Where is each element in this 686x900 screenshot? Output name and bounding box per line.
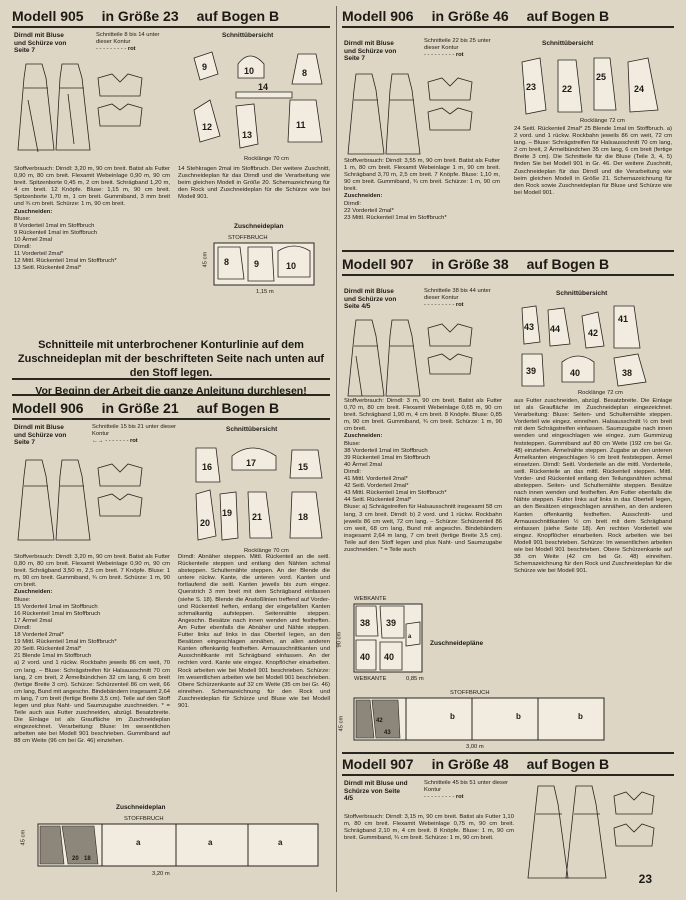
section-907-38-title: Modell 907 in Größe 38 auf Bogen B <box>342 256 674 276</box>
section-905-title: Modell 905 in Größe 23 auf Bogen B <box>12 8 330 28</box>
fold-label: STOFFBRUCH <box>228 235 268 241</box>
material-text: Stoffverbrauch: Dirndl: 3,20 m, 90 cm breit. Batist als Futter 0,90 m, 80 cm breit. Flexamit Webeinlage 0,90 m, 90 cm breit. Spitzenborte 0,45 m, 2 cm breit. Schrägband 1,20 m, 4 cm breit. 12 Knöpfe. Bluse: 1,15 m, 90 cm breit. Spitzenborte 1,70 m, 1 cm breit. Gummiband, 3 mm breit und ¾ cm breit. Schürze: 1 m, 90 cm breit. Zuschneiden: Bluse: 8 Vorderteil 1mal im Stoffbruch 9 Rückenteil 1mal im Stoffbruch 10 Ärmel 2mal Dirndl: 11 Vorderteil 2mal* 12 Mittl. Rückenteil 1mal im Stoffbruch* 13 Seitl. Rückenteil 2mal* <box>14 166 170 272</box>
right-text: 24 Seitl. Rückenteil 2mal* 25 Blende 1mal im Stoffbruch. a) 2 vord. und 1 rückw. Rockbahn jeweils 86 cm weit, 72 cm lang. – Bluse: Schrägstreifen für Halsausschnitt 70 cm lang, 2 cm breit, 2 Ärmelbündchen 35 cm lang, 6 cm breit (fertige Breite 3 cm). Die Schnitteile für die Bluse (Teile 3, 4, 5) finden Sie bei Modell 901 in Gr. 46. Der weitere Zuschnitt, Zuschneideplan für das Dirndl und die Verarbeitung wie beim gleichen Modell in Größe 21. Schemazeichnung für den Rock sowie Zuschneideplan für Bluse und Schürze wie bei Modell 901. <box>514 126 672 196</box>
svg-text:23: 23 <box>526 82 537 92</box>
material-text: Stoffverbrauch: Dirndl: 3 m, 90 cm breit. Batist als Futter 0,70 m, 80 cm breit. Flexamit Webeinlage 0,65 m, 90 cm breit. Schrägband 1,90 m, 4 cm breit. 8 Knöpfe. Bluse: 0,85 m, 90 cm breit. Gummiband, ¾ cm breit. Schürze: 1 m, 90 cm breit. Zuschneiden: Bluse: 38 Vorderteil 1mal im Stoffbruch 39 Rückenteil 1mal im Stoffbruch 40 Ärmel 2mal Dirndl: 41 Mittl. Vorderteil 2mal* 42 Seitl. Vorderteil 2mal* 43 Mittl. Rückenteil 1mal im Stoffbruch* 44 Seitl. Rückenteil 2mal* Bluse: a) Schrägstreifen für Halsausschnitt insgesamt 58 cm lang, 3 cm breit. Dirndl: b) 2 vord. und 1 rückw. Rockbahn jeweils 86 cm weit, 72 cm lang. – Schürze: Schürzenteil 86 cm weit, 68 cm lang, Bund mit angeschn. Bindebändern insgesamt 2,64 m lang, 7 cm breit (fertige Breite 3,5 cm). Teile auf den Stoff legen und plus Naht- und Saumzugabe zuschneiden. * = Teile auch <box>344 398 502 553</box>
fold-label: STOFFBRUCH <box>124 816 164 822</box>
cut-more: 14 Stehkragen 2mal im Stoffbruch. Der weitere Zuschnitt, Zuschneideplan für das Dirndl und die Verarbeitung wie beim gleichen Modell in Größe 20. Schemazeichnung für den Rock und Zuschneideplan für die Schürze wie bei Modell 901. <box>178 166 330 201</box>
overview-label: Schnittübersicht <box>542 40 594 47</box>
section-905 <box>12 8 330 338</box>
material-text: Stoffverbrauch: Dirndl: 3,20 m, 90 cm breit. Batist als Futter 0,80 m, 80 cm breit. Flexamit Webeinlage 0,90 m, 90 cm breit. Schrägband 3,50 m, 2,5 cm breit. 7 Knöpfe. Bluse: 1 m, 90 cm breit. Gummiband, ¾ cm breit. Schürze: 1 m, 90 cm breit. Zuschneiden: Bluse: 15 Vorderteil 1mal im Stoffbruch 16 Rückenteil 1mal im Stoffbruch 17 Ärmel 2mal Dirndl: 18 Vorderteil 2mal* 19 Mittl. Rückenteil 1mal im Stoffbruch* 20 Seitl. Rückenteil 2mal* 21 Blende 1mal im Stoffbruch a) 2 vord. und 1 rückw. Rockbahn jeweils 86 cm weit, 70 cm lang. – Bluse: Schrägstreifen für Halsausschnitt 70 cm lang, 2 cm breit, 2 Ärmelbündchen 32 cm lang, 6 cm breit (fertige Breite 3 cm). Schürze: Schürzenteil 86 cm weit, 66 cm lang, Bund mit angeschn. Bindebändern insgesamt 2,64 m lang, 7 cm breit (fertige Breite 3,5 cm). Teile auf den Stoff legen und plus Naht- und Saumzugabe zuschneiden. * = Teile auch aus Futter zuschneiden, abzügl. Besatzbreite. Die Einlage ist als Graufläche im Zuschneideplan eingezeichnet. Verarbeitung: Bluse: Im wesentlichen arbeiten wie bei Modell 901 beschrieben. Gummiband auf 88 cm Weite (96 cm bei Gr. 46) einziehen. <box>14 554 170 745</box>
material-text: Stoffverbrauch: Dirndl: 3,15 m, 90 cm breit. Batist als Futter 1,10 m, 80 cm breit. Flexamit Webeinlage 0,75 m, 90 cm breit. Schrägband 2,10 m, 4 cm breit. 8 Knöpfe. Bluse: 1 m, 90 cm breit. Gummiband, ¾ cm breit. Schürze: 1 m, 90 cm breit. <box>344 814 514 842</box>
pattern-overview-906-21 <box>192 440 330 550</box>
svg-text:16: 16 <box>202 462 213 472</box>
svg-text:9: 9 <box>202 62 208 72</box>
svg-text:17: 17 <box>246 458 257 468</box>
subtitle: Dirndl mit Bluse und Schürze von Seite 4/5 <box>344 288 397 310</box>
overview-label: Schnittübersicht <box>222 32 274 39</box>
pattern-note: Schnitteile 38 bis 44 unter dieser Kontur - - - - - - - - - rot <box>424 288 491 309</box>
webkante-bottom: WEBKANTE <box>354 676 387 682</box>
plan-letter: a <box>136 838 141 847</box>
pattern-overview-906-46 <box>518 52 674 120</box>
svg-text:20: 20 <box>200 518 211 528</box>
subtitle: Dirndl mit Bluse und Schürze von Seite 7 <box>344 40 397 62</box>
pattern-overview-907-38 <box>518 302 674 392</box>
overview-label: Schnittübersicht <box>556 290 608 297</box>
section-906-21-title: Modell 906 in Größe 21 auf Bogen B <box>12 400 330 420</box>
plan-letter: b <box>578 712 583 721</box>
svg-text:38: 38 <box>622 368 633 378</box>
svg-text:13: 13 <box>242 130 253 140</box>
subtitle: Dirndl mit Bluse und Schürze von Seite 7 <box>14 424 67 446</box>
svg-text:18: 18 <box>298 512 309 522</box>
svg-text:10: 10 <box>286 261 297 271</box>
dress-figure <box>18 64 90 152</box>
blouse-figure <box>98 74 142 126</box>
webkante-top: WEBKANTE <box>354 596 387 602</box>
svg-text:11: 11 <box>296 120 306 130</box>
plan-letter: a <box>278 838 283 847</box>
svg-text:41: 41 <box>618 314 629 324</box>
svg-text:21: 21 <box>252 512 263 522</box>
plan1-width: 0,85 m <box>406 676 424 682</box>
svg-text:40: 40 <box>570 368 581 378</box>
material-text: Stoffverbrauch: Dirndl: 3,55 m, 90 cm breit. Batist als Futter 1 m, 80 cm breit. Flexamit Webeinlage 1 m, 90 cm breit. Schrägband 3,70 m, 2,5 cm breit. 7 Knöpfe. Bluse: 1,10 m, 90 cm breit. Gummiband, ¾ cm breit. Schürze: 1 m, 90 cm breit. Zuschneiden: Dirndl: 22 Vorderteil 2mal* 23 Mittl. Rückenteil 1mal im Stoffbruch* <box>344 158 500 221</box>
svg-text:10: 10 <box>244 66 255 76</box>
plan-width: 3,20 m <box>152 871 170 877</box>
plan-width: 1,15 m <box>256 289 274 295</box>
svg-text:40: 40 <box>360 652 371 662</box>
plan-letter: b <box>516 712 521 721</box>
fold-label: STOFFBRUCH <box>450 690 490 696</box>
svg-text:25: 25 <box>596 72 607 82</box>
plan-letter: b <box>450 712 455 721</box>
cutting-plan-905 <box>214 243 316 287</box>
svg-text:20: 20 <box>72 856 79 862</box>
cutting-plan-907-38-2 <box>354 698 606 742</box>
svg-text:44: 44 <box>550 324 561 334</box>
svg-text:19: 19 <box>222 508 233 518</box>
svg-text:12: 12 <box>202 122 213 132</box>
dress-illustrations <box>12 456 182 546</box>
plan2-height: 45 cm <box>338 715 345 732</box>
svg-text:42: 42 <box>376 718 383 724</box>
subtitle: Dirndl mit Bluse und Schürze von Seite 4/5 <box>344 780 408 802</box>
svg-text:42: 42 <box>588 328 599 338</box>
section-907-48-title: Modell 907 in Größe 48 auf Bogen B <box>342 756 674 776</box>
svg-text:38: 38 <box>360 618 371 628</box>
page-number: 23 <box>638 872 652 886</box>
right-column <box>336 8 674 893</box>
pattern-note: Schnitteile 22 bis 25 unter dieser Kontur - - - - - - - - - rot <box>424 38 491 59</box>
skirt-length: Rocklänge 72 cm <box>578 390 623 396</box>
plan-label: Zuschneideplan <box>116 804 166 811</box>
svg-text:18: 18 <box>84 856 91 862</box>
plan-height: 45 cm <box>20 829 27 846</box>
plans-label: Zuschneidepläne <box>430 640 484 647</box>
svg-text:8: 8 <box>302 68 308 78</box>
skirt-length: Rocklänge 70 cm <box>244 156 289 162</box>
section-907-48 <box>342 756 674 893</box>
column-divider <box>336 6 337 892</box>
skirt-length: Rocklänge 72 cm <box>580 118 625 124</box>
plan1-height: 90 cm <box>336 631 343 648</box>
plan-height: 45 cm <box>202 251 209 268</box>
svg-text:a: a <box>408 634 412 640</box>
svg-text:8: 8 <box>224 257 230 267</box>
section-906-21 <box>12 400 330 893</box>
plan-letter: a <box>208 838 213 847</box>
section-906-46 <box>342 8 674 254</box>
notice-line-1: Schnitteile mit unterbrochener Konturlinie auf dem Zuschneideplan mit der beschrifteten Seite nach unten auf den Stoff legen. <box>17 339 325 379</box>
svg-text:39: 39 <box>386 618 397 628</box>
svg-text:24: 24 <box>634 84 645 94</box>
processing-text: Dirndl: Abnäher steppen. Mittl. Rückenteil an die seitl. Rückenteile steppen und entlang den Nähten schmal absteppen. Schulternähte steppen. An der Blende die untere rückw. Kante, die unteren vord. Kanten und fortlaufend die seitl. Kanten jeweils bis zum eingez. Querstrich 3 mm breit mit dem Schrägband einfassen (siehe S. 18). Blende die Anstoßlinien treffend auf Vorder- und Rückenteil heften, entlang der eingefaßten Kanten schmalkantig aufsteppen. Seitennähte steppen. Angeschn. Besätze nach innen wenden und festheften. Am Futter ebenfalls die Abnäher und Nähte steppen. Futter links auf links in das Oberteil legen, an den Besätzen eingeschlagen annähen, an allen anderen Kanten offenkantig festheften. Armausschnittkanten und Ausschnittkante mit Schrägband einfassen. An der rechten vord. Kante wie eingez. Knopflöcher einarbeiten. Rock arbeiten wie bei Modell 901 beschrieben. Schürze: Im wesentlichen arbeiten wie bei Modell 901 beschrieben. Obere Schürzenkante auf 32 cm Weite (35 cm bei Gr. 46) einreihen. Schemazeichnung für den Rock und Zuschneideplan für Schürze und Bluse wie bei Modell 901. <box>178 554 330 709</box>
subtitle: Dirndl mit Bluse und Schürze von Seite 7 <box>14 32 67 54</box>
section-906-46-title: Modell 906 in Größe 46 auf Bogen B <box>342 8 674 28</box>
svg-text:40: 40 <box>384 652 395 662</box>
pattern-overview-905 <box>192 44 330 164</box>
skirt-length: Rocklänge 70 cm <box>244 548 289 554</box>
cutting-plan-907-38-1 <box>354 604 424 674</box>
svg-text:9: 9 <box>254 259 260 269</box>
plan-label: Zuschneideplan <box>234 223 284 230</box>
svg-text:14: 14 <box>258 82 269 92</box>
dress-illustrations <box>342 316 512 402</box>
svg-text:15: 15 <box>298 462 309 472</box>
section-907-38 <box>336 256 674 754</box>
overview-label: Schnittübersicht <box>226 426 278 433</box>
dress-illustrations <box>528 782 658 882</box>
plan2-width: 3,00 m <box>466 744 484 750</box>
svg-text:43: 43 <box>524 322 535 332</box>
processing-text: aus Futter zuschneiden, abzügl. Besatzbreite. Die Einlage ist als Graufläche im Zuschneideplan eingezeichnet. Verarbeitung: Bluse: Seiten- und Schulternähte steppen. Vorderteil wie eingez. einreihen. Halsausschnitt ½ cm breit mit dem Schrägstreifen einfassen. Saumzugabe nach innen wenden und eingeschlagen wie eingez. zum Gummizug feststeppen. Gummiband auf 80 cm Weite (192 cm bei Gr. 48) einziehen. Ärmelnähte steppen. Zugabe an den unteren Ärmelkanten eingeschlagen ½ cm breit feststeppen. Ärmel einsetzen. Dirndl: Seitl. Vorderteile an die mittl. Vorderteile, seitl. Rückenteile an das mittl. Rückenteil steppen. Mittl. Vorder- und Rückenteil entlang den Teilungsnähten schmal absteppen. Seiten- und Schulternähte steppen. Besätze nach innen wenden und festheften. Am Futter ebenfalls die Nähte steppen. Futter links auf links in das Oberteil legen, an den Besätzen eingeschlagen annähen, an den anderen Kanten offenkantig festheften. Ausschnitt- und Armausschnittkanten ½ cm breit mit dem Schrägband einfassen (siehe Seite 18). Am rechten Vorderteil wie eingez. Knopflöcher einarbeiten. Rock arbeiten wie bei Modell 901 beschrieben. Schürze: Im wesentlichen arbeiten wie bei Modell 901 beschrieben. Obere Schürzenkante auf 38 cm Weite (42 cm bei Gr. 48) einreihen. Schemazeichnung für den Rock und Zuschneideplan für die Schürze wie bei Modell 901. <box>514 398 672 575</box>
dress-illustrations <box>342 70 512 160</box>
pattern-note: Schnitteile 8 bis 14 unter dieser Kontur - - - - - - - - - rot <box>96 32 160 53</box>
pattern-note: Schnitteile 45 bis 51 unter dieser Kontur - - - - - - - - - rot <box>424 780 509 801</box>
svg-text:22: 22 <box>562 84 573 94</box>
left-column <box>12 8 330 893</box>
dress-illustrations <box>12 60 182 160</box>
notice-line-2: Vor Beginn der Arbeit die ganze Anleitung durchlesen! <box>35 385 307 397</box>
svg-text:43: 43 <box>384 730 391 736</box>
svg-text:39: 39 <box>526 366 537 376</box>
pattern-note: Schnitteile 15 bis 21 unter dieser Kontur ←→ - - - - - - - rot <box>92 424 177 445</box>
